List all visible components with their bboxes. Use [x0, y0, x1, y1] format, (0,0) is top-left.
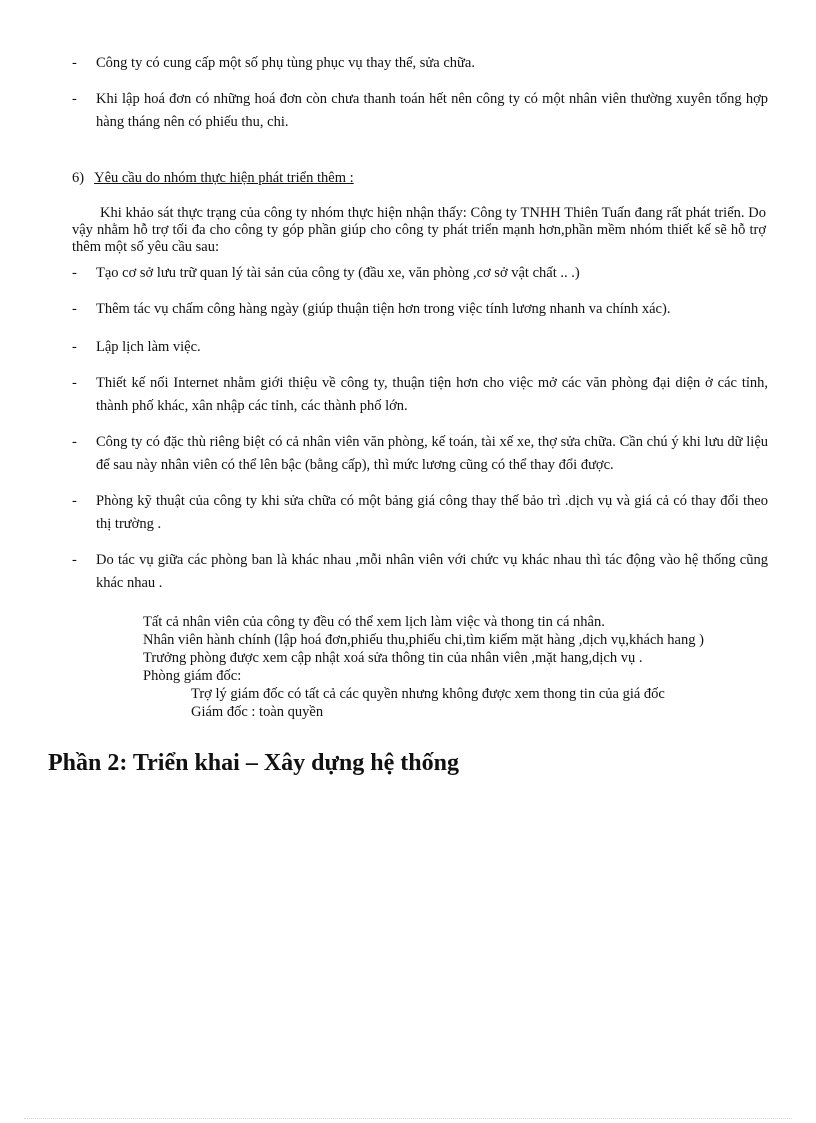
permission-line: Tất cả nhân viên của công ty đều có thể xem lịch làm việc và thong tin cá nhân.	[143, 614, 605, 630]
permissions-block	[143, 613, 783, 721]
list-item-text: Lập lịch làm việc.	[96, 339, 201, 355]
list-item	[72, 52, 768, 75]
bullet-dash: -	[72, 493, 77, 509]
list-item-text: Thêm tác vụ chấm công hàng ngày (giúp thuận tiện hơn trong việc tính lương nhanh va chính xác).	[96, 301, 671, 317]
page-bottom-divider	[24, 1118, 792, 1119]
permission-line: Trưởng phòng được xem cập nhật xoá sửa thông tin của nhân viên ,mặt hang,dịch vụ .	[143, 650, 643, 666]
list-item-text: Công ty có đặc thù riêng biệt có cả nhân viên văn phòng, kế toán, tài xế xe, thợ sửa chữa. Cần chú ý khi lưu dữ liệu để sau này nhân viên có thể lên bậc (bằng cấp), thì mức lương cũng có thể thay đổi được.	[96, 434, 768, 473]
list-item	[72, 88, 768, 134]
section-number: 6)	[72, 170, 85, 186]
bullet-dash: -	[72, 55, 77, 71]
permission-sub-line: Giám đốc : toàn quyền	[191, 704, 324, 720]
list-item	[72, 431, 768, 477]
bullet-dash: -	[72, 265, 77, 281]
bullet-dash: -	[72, 91, 77, 107]
bullet-dash: -	[72, 552, 77, 568]
permission-line: Nhân viên hành chính (lập hoá đơn,phiếu thu,phiếu chi,tìm kiếm mặt hàng ,dịch vụ,khách hang )	[143, 632, 704, 648]
list-item	[72, 336, 768, 359]
section-title: Yêu cầu do nhóm thực hiện phát triển thêm :	[94, 170, 354, 186]
list-item	[72, 298, 768, 321]
list-item-text: Thiết kế nối Internet nhằm giới thiệu về công ty, thuận tiện hơn cho việc mở các văn phòng đại diện ở các tỉnh, thành phố khác, xân nhập các tỉnh, các thành phố lớn.	[96, 375, 768, 414]
permission-sub-line: Trợ lý giám đốc có tất cả các quyền nhưng không được xem thong tin của giá đốc	[191, 686, 665, 702]
list-item-text: Do tác vụ giữa các phòng ban là khác nhau ,mỗi nhân viên với chức vụ khác nhau thì tác động vào hệ thống cũng khác nhau .	[96, 552, 768, 591]
list-item	[72, 549, 768, 595]
bullet-dash: -	[72, 434, 77, 450]
list-item-text: Khi lập hoá đơn có những hoá đơn còn chưa thanh toán hết nên công ty có một nhân viên thường xuyên tổng hợp hàng tháng nên có phiếu thu, chi.	[96, 91, 768, 130]
intro-paragraph: Khi khảo sát thực trạng của công ty nhóm thực hiện nhận thấy: Công ty TNHH Thiên Tuấn đang rất phát triển. Do vậy nhằm hỗ trợ tối đa cho công ty góp phần giúp cho công ty phát triển mạnh hơn,phần mềm nhóm thiết kế sẽ hỗ trợ thêm một số yêu cầu sau:	[72, 205, 766, 255]
list-item-text: Công ty có cung cấp một số phụ tùng phục vụ thay thế, sửa chữa.	[96, 55, 475, 71]
section-heading	[72, 168, 354, 188]
part-heading: Phần 2: Triển khai – Xây dựng hệ thống	[48, 750, 459, 776]
permission-line: Phòng giám đốc:	[143, 668, 242, 684]
bullet-dash: -	[72, 301, 77, 317]
bullet-dash: -	[72, 339, 77, 355]
list-item	[72, 490, 768, 536]
list-item	[72, 262, 768, 285]
bullet-dash: -	[72, 375, 77, 391]
list-item-text: Phòng kỹ thuật của công ty khi sửa chữa có một bảng giá công thay thế bảo trì .dịch vụ và giá cả có thay đổi theo thị trường .	[96, 493, 768, 532]
list-item	[72, 372, 768, 418]
list-item-text: Tạo cơ sở lưu trữ quan lý tài sản của công ty (đầu xe, văn phòng ,cơ sở vật chất .. .)	[96, 265, 580, 281]
